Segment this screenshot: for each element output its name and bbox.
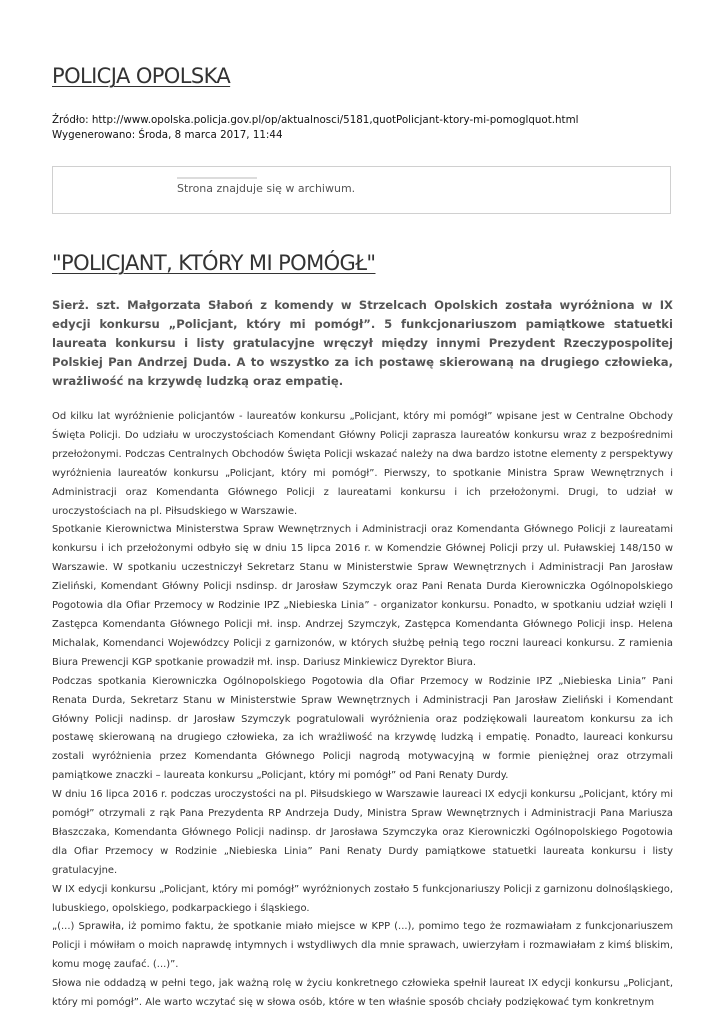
article-paragraph: W IX edycji konkursu „Policjant, który mi pomógł” wyróżnionych zostało 5 funkcjonariuszy Policji z garnizonu dolnośląskiego, lubuskiego, opolskiego, podkarpackiego i śląskiego. <box>52 883 673 914</box>
article-body <box>52 408 673 1013</box>
archive-notice <box>52 166 671 214</box>
document-meta <box>52 113 578 143</box>
site-title: POLICJA OPOLSKA <box>52 64 231 88</box>
article-paragraph: „(...) Sprawiła, iż pomimo faktu, że spotkanie miało miejsce w KPP (...), pomimo tego że rozmawiałam z funkcjonariuszem Policji i mówiłam o moich naprawdę intymnych i wstydliwych dla mnie sprawach, uwierzyłam i rozmawiałam z kimś bliskim, komu mogę zaufać. (...)”. <box>52 921 673 971</box>
source-line: Źródło: http://www.opolska.policja.gov.pl/op/aktualnosci/5181,quotPolicjant-ktory-mi-pomoglquot.html <box>52 114 579 126</box>
article-paragraph: Słowa nie oddadzą w pełni tego, jak ważną rolę w życiu konkretnego człowieka spełnił laureat IX edycji konkursu „Policjant, który mi pomógł”. Ale warto wczytać się w słowa osób, które w ten właśnie sposób chciały podziękować tym konkretnym <box>52 978 673 1009</box>
article-title: "POLICJANT, KTÓRY MI POMÓGŁ" <box>52 251 376 275</box>
archive-divider <box>177 177 257 179</box>
generated-line: Wygenerowano: Środa, 8 marca 2017, 11:44 <box>52 129 283 141</box>
article-paragraph: Od kilku lat wyróżnienie policjantów - laureatów konkursu „Policjant, który mi pomógł” wpisane jest w Centralne Obchody Święta Policji. Do udziału w uroczystościach Komendant Główny Policji zaprasza laureatów konkursu wraz z bezpośrednimi przełożonymi. Podczas Centralnych Obchodów Święta Policji wskazać należy na dwa bardzo istotne elementy z perspektywy wyróżnienia laureatów konkursu „Policjant, który mi pomógł”. Pierwszy, to spotkanie Ministra Spraw Wewnętrznych i Administracji oraz Komendanta Głównego Policji z laureatami konkursu i ich przełożonymi. Drugi, to udział w uroczystościach na pl. Piłsudskiego w Warszawie. <box>52 411 673 517</box>
article-paragraph: Spotkanie Kierownictwa Ministerstwa Spraw Wewnętrznych i Administracji oraz Komendanta Głównego Policji z laureatami konkursu i ich przełożonymi odbyło się w dniu 15 lipca 2016 r. w Komendzie Głównej Policji przy ul. Puławskiej 148/150 w Warszawie. W spotkaniu uczestniczył Sekretarz Stanu w Ministerstwie Spraw Wewnętrznych i Administracji Pan Jarosław Zieliński, Komendant Główny Policji nsdinsp. dr Jarosław Szymczyk oraz Pani Renata Durda Kierowniczka Ogólnopolskiego Pogotowia dla Ofiar Przemocy w Rodzinie IPZ „Niebieska Linia” - organizator konkursu. Ponadto, w spotkaniu udział wzięli I Zastępca Komendanta Głównego Policji mł. insp. Andrzej Szymczyk, Zastępca Komendanta Głównego Policji insp. Helena Michalak, Komendanci Wojewódzcy Policji z garnizonów, w których służbę pełnią tego roczni laureaci konkursu. Z ramienia Biura Prewencji KGP spotkanie prowadził mł. insp. Dariusz Minkiewicz Dyrektor Biura. <box>52 524 673 668</box>
archive-notice-text: Strona znajduje się w archiwum. <box>177 182 356 195</box>
article-paragraph: Podczas spotkania Kierowniczka Ogólnopolskiego Pogotowia dla Ofiar Przemocy w Rodzinie IPZ „Niebieska Linia” Pani Renata Durda, Sekretarz Stanu w Ministerstwie Spraw Wewnętrznych i Administracji Pan Jarosław Zieliński i Komendant Główny Policji nadinsp. dr Jarosław Szymczyk pogratulowali wyróżnienia oraz podziękowali laureatom konkursu za ich postawę skierowaną na drugiego człowieka, za ich wrażliwość na krzywdę ludzką i empatię. Ponadto, laureaci konkursu zostali wyróżnienia przez Komendanta Głównego Policji nagrodą motywacyjną w formie pieniężnej oraz otrzymali pamiątkowe znaczki – laureata konkursu „Policjant, który mi pomógł” od Pani Renaty Durdy. <box>52 675 673 782</box>
article-paragraph: W dniu 16 lipca 2016 r. podczas uroczystości na pl. Piłsudskiego w Warszawie laureaci IX edycji konkursu „Policjant, który mi pomógł” otrzymali z rąk Pana Prezydenta RP Andrzeja Dudy, Ministra Spraw Wewnętrznych i Administracji Pana Mariusza Błaszczaka, Komendanta Głównego Policji nadinsp. dr Jarosława Szymczyka oraz Kierowniczki Ogólnopolskiego Pogotowia dla Ofiar Przemocy w Rodzinie „Niebieska Linia” Pani Renaty Durdy pamiątkowe statuetki laureata konkursu i listy gratulacyjne. <box>52 789 673 876</box>
article-lead: Sierż. szt. Małgorzata Słaboń z komendy w Strzelcach Opolskich została wyróżniona w IX edycji konkursu „Policjant, który mi pomógł”. 5 funkcjonariuszom pamiątkowe statuetki laureata konkursu i listy gratulacyjne wręczył między innymi Prezydent Rzeczypospolitej Polskiej Pan Andrzej Duda. A to wszystko za ich postawę skierowaną na drugiego człowieka, wrażliwość na krzywdę ludzką oraz empatię. <box>52 298 673 388</box>
